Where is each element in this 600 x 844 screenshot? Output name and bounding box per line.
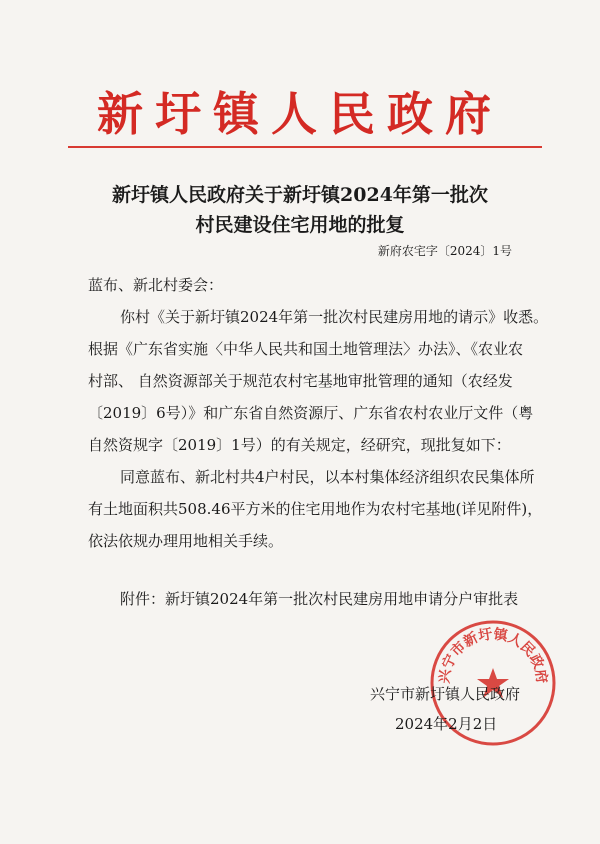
signature-date: 2024年2月2日 xyxy=(395,715,498,733)
body-line: 〔2019〕6号）》和广东省自然资源厅、广东省农村农业厅文件（粤 xyxy=(88,404,534,422)
doc-title-line-2: 村民建设住宅用地的批复 xyxy=(195,214,405,236)
body-line: 根据《广东省实施〈中华人民共和国土地管理法〉办法》、《农业农 xyxy=(88,340,524,358)
body-line: 你村《关于新圩镇2024年第一批次村民建房用地的请示》收悉。 xyxy=(120,308,549,326)
doc-number: 新府农宅字〔2024〕1号 xyxy=(377,244,512,258)
body-line: 自然资规字〔2019〕1号）的有关规定，经研究，现批复如下： xyxy=(88,436,511,454)
body-line: 有土地面积共508.46平方米的住宅用地作为农村宅基地(详见附件)， xyxy=(88,500,543,518)
org-header: 新圩镇人民政府 xyxy=(97,87,503,141)
addressee: 蓝布、新北村委会： xyxy=(88,276,224,294)
body-line: 依法依规办理用地相关手续。 xyxy=(88,532,284,550)
header-red-rule xyxy=(68,146,542,148)
body-line: 同意蓝布、新北村共4户村民，以本村集体经济组织农民集体所 xyxy=(120,468,535,486)
signature-org: 兴宁市新圩镇人民政府 xyxy=(370,685,521,703)
doc-title-line-1: 新圩镇人民政府关于新圩镇2024年第一批次 xyxy=(112,184,488,206)
attachment-note: 附件：新圩镇2024年第一批次村民建房用地申请分户审批表 xyxy=(120,590,519,608)
svg-text:兴宁市新圩镇人民政府: 兴宁市新圩镇人民政府 xyxy=(436,626,550,685)
body-line: 村部、 自然资源部关于规范农村宅基地审批管理的通知（农经发 xyxy=(88,372,513,390)
